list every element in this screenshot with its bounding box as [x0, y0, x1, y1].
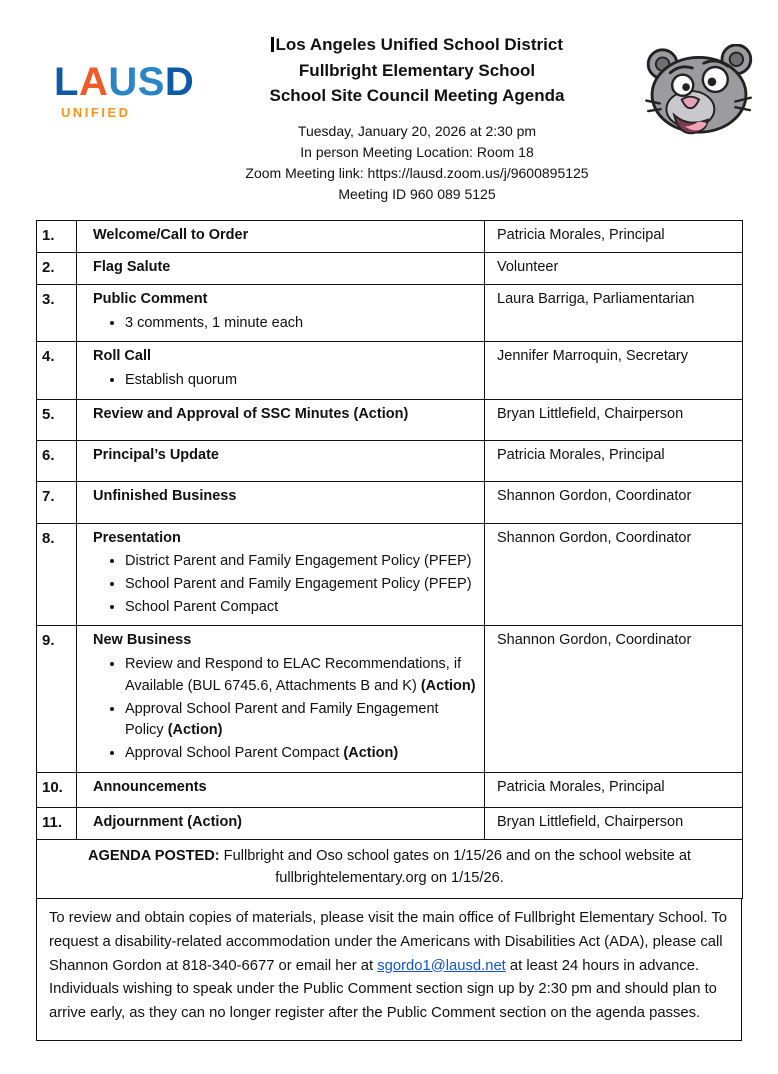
bullet-item: • District Parent and Family Engagement Policy (PFEP)	[125, 551, 476, 573]
logo-letter: L	[54, 60, 79, 104]
agenda-title: School Site Council Meeting Agenda	[269, 86, 565, 105]
agenda-row	[37, 523, 743, 626]
item-number: 10.	[37, 772, 77, 807]
logo-letter: A	[78, 60, 109, 104]
zoom-link-line: Zoom Meeting link: https://lausd.zoom.us/j/9600895125	[245, 164, 589, 181]
bullet-item: • School Parent and Family Engagement Policy (PFEP)	[125, 574, 476, 596]
responsible-person: Jennifer Marroquin, Secretary	[485, 342, 743, 399]
item-title: New Business	[93, 632, 192, 649]
agenda-row	[37, 482, 743, 523]
responsible-person: Bryan Littlefield, Chairperson	[485, 399, 743, 440]
agenda-row	[37, 808, 743, 840]
item-cell	[77, 441, 485, 482]
responsible-person: Shannon Gordon, Coordinator	[485, 626, 743, 772]
item-title: Unfinished Business	[93, 488, 237, 505]
header	[0, 32, 778, 205]
responsible-person: Shannon Gordon, Coordinator	[485, 482, 743, 523]
footer-note	[36, 899, 742, 1040]
bullet-item: • Establish quorum	[125, 370, 476, 392]
item-bullets	[93, 313, 476, 335]
school-title: Fullbright Elementary School	[298, 60, 536, 80]
item-bullets	[93, 551, 476, 618]
item-title: Flag Salute	[93, 258, 171, 275]
meeting-location: In person Meeting Location: Room 18	[300, 143, 534, 160]
meeting-datetime: Tuesday, January 20, 2026 at 2:30 pm	[297, 122, 537, 139]
item-title: Welcome/Call to Order	[93, 226, 249, 243]
responsible-person: Volunteer	[485, 252, 743, 284]
item-number: 7.	[37, 482, 77, 523]
action-label: (Action)	[343, 745, 399, 762]
agenda-row	[37, 772, 743, 807]
item-number: 8.	[37, 523, 77, 626]
responsible-person: Bryan Littlefield, Chairperson	[485, 808, 743, 840]
responsible-person: Patricia Morales, Principal	[485, 772, 743, 807]
agenda-posted-row	[37, 840, 743, 899]
item-cell	[77, 523, 485, 626]
item-cell	[77, 808, 485, 840]
item-title: Roll Call	[93, 348, 152, 365]
item-number: 3.	[37, 285, 77, 342]
footer-text-before-link: To review and obtain copies of materials, please visit the main office of Fullbright Elementary School. To request a disability-related accommodation under the Americans with Disabilities Act (ADA), please call Shannon Gordon at 818-340-6677 or email her at	[49, 910, 727, 974]
item-cell	[77, 285, 485, 342]
bullet-item: • Review and Respond to ELAC Recommendations, if Available (BUL 6745.6, Attachments B and K) (Action)	[125, 654, 476, 698]
item-title: Review and Approval of SSC Minutes (Action)	[93, 405, 409, 422]
agenda-row	[37, 252, 743, 284]
footer-text-after-link: at least 24 hours in advance. Individuals wishing to speak under the Public Comment section sign up by 2:30 pm and should plan to arrive early, as they can no longer register after the Public Comment section on the agenda passes.	[49, 957, 717, 1021]
panther-mascot-icon	[614, 44, 764, 141]
item-bullets	[93, 370, 476, 392]
agenda-row	[37, 441, 743, 482]
text-cursor	[271, 37, 274, 52]
email-link[interactable]: sgordo1@lausd.net	[377, 957, 506, 974]
item-number: 11.	[37, 808, 77, 840]
district-title-line	[220, 32, 614, 58]
item-number: 4.	[37, 342, 77, 399]
meeting-id: Meeting ID 960 089 5125	[338, 185, 496, 202]
agenda-row	[37, 399, 743, 440]
title-block	[220, 32, 614, 205]
bullet-item: • Approval School Parent and Family Engagement Policy (Action)	[125, 699, 476, 743]
item-title: Principal’s Update	[93, 447, 219, 464]
item-cell	[77, 482, 485, 523]
item-title: Public Comment	[93, 291, 208, 308]
logo-letter: U	[108, 60, 138, 104]
logo-letter: D	[164, 60, 195, 104]
agenda-row	[37, 285, 743, 342]
agenda-row	[37, 342, 743, 399]
agenda-posted-label: AGENDA POSTED:	[88, 848, 220, 865]
action-label: (Action)	[420, 677, 476, 694]
responsible-person: Laura Barriga, Parliamentarian	[485, 285, 743, 342]
lausd-unified-label: UNIFIED	[61, 105, 131, 120]
item-number: 6.	[37, 441, 77, 482]
bullet-item: • School Parent Compact	[125, 597, 476, 619]
item-title: Adjournment (Action)	[93, 814, 243, 831]
meeting-details	[220, 121, 614, 205]
item-cell	[77, 220, 485, 252]
logo-letter: S	[137, 60, 165, 104]
agenda-table	[36, 220, 743, 900]
item-cell	[77, 626, 485, 772]
responsible-person: Patricia Morales, Principal	[485, 441, 743, 482]
item-title: Presentation	[93, 529, 181, 546]
responsible-person: Patricia Morales, Principal	[485, 220, 743, 252]
item-cell	[77, 772, 485, 807]
bullet-item: • Approval School Parent Compact (Action)	[125, 743, 476, 765]
agenda-posted-text: Fullbright and Oso school gates on 1/15/26 and on the school website at fullbrightelementary.org on 1/15/26.	[219, 848, 691, 887]
item-number: 1.	[37, 220, 77, 252]
responsible-person: Shannon Gordon, Coordinator	[485, 523, 743, 626]
item-title: Announcements	[93, 778, 207, 795]
item-number: 5.	[37, 399, 77, 440]
district-title: Los Angeles Unified School District	[275, 35, 563, 54]
item-number: 2.	[37, 252, 77, 284]
item-cell	[77, 342, 485, 399]
lausd-logo	[40, 62, 220, 120]
item-cell	[77, 252, 485, 284]
agenda-row	[37, 626, 743, 772]
agenda-posted-cell	[37, 840, 743, 899]
item-number: 9.	[37, 626, 77, 772]
lausd-logo-word	[54, 62, 220, 102]
action-label: (Action)	[167, 722, 223, 739]
bullet-item: • 3 comments, 1 minute each	[125, 313, 476, 335]
item-bullets	[93, 654, 476, 765]
item-cell	[77, 399, 485, 440]
agenda-row	[37, 220, 743, 252]
